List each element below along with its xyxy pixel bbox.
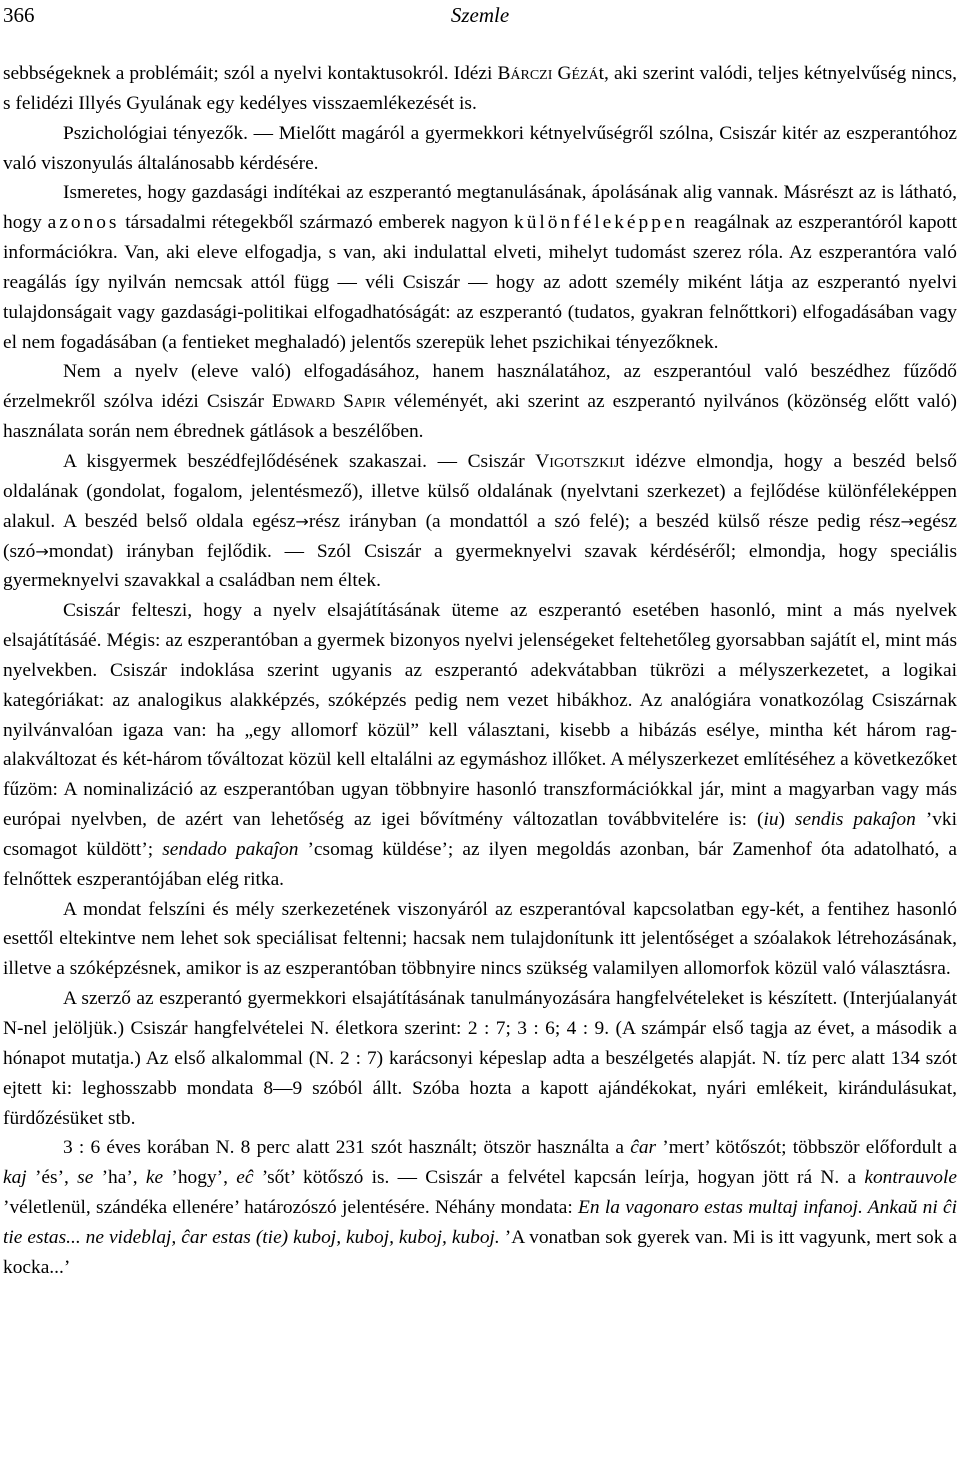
text-run: ): [778, 809, 795, 831]
running-title: Szemle: [450, 3, 510, 27]
paragraph-3: [3, 178, 957, 357]
text-run: társadalmi rétegekből származó emberek nagyon: [119, 212, 515, 234]
arrow-right-icon: →: [295, 511, 309, 531]
text-run: ’és’,: [26, 1167, 78, 1189]
text-run: rész irányban (a mondattól a szó felé); a beszéd külső része pedig rész: [308, 510, 901, 532]
text-run: ’véletlenül, szándéka ellenére’ határozószó jelentésére. Néhány mondata:: [3, 1197, 579, 1219]
italic-example: ĉar: [630, 1137, 657, 1159]
text-run: egész (szó: [3, 510, 958, 562]
spaced-emphasis: különféleképpen: [514, 212, 689, 234]
italic-example: se: [77, 1167, 94, 1189]
text-run: Ismeretes, hogy gazdasági indítékai az eszperantó megtanulásának, ápolásának alig vannak. Másrészt az is látható, hogy: [3, 182, 957, 234]
page-header: [3, 0, 957, 30]
text-run: ’vki csomagot küldött’;: [3, 809, 957, 860]
author-name: Edward Sapir: [271, 391, 386, 413]
italic-example: sendis pakaĵon: [794, 809, 916, 831]
text-run: véleményét, aki szerint az eszperantó nyilvános (közönség előtt való) használata során nem ébrednek gátlások a beszélőben.: [3, 391, 957, 443]
paragraph-9: [3, 1133, 957, 1282]
paragraph-2: Pszichológiai tényezők. — Mielőtt magáról a gyermekkori kétnyelvűségről szólna, Csiszár kitér az eszperantóhoz való viszonyulás általánosabb kérdésére.: [3, 122, 957, 174]
text-run: 3 : 6 éves korában N. 8 perc alatt 231 szót használt; ötször használta a: [63, 1137, 631, 1159]
arrow-right-icon: →: [900, 511, 914, 531]
paragraph-7: A mondat felszíni és mély szerkezetének viszonyáról az eszperantóval kapcsolatban egy-két, a fentihez hasonló esettől eltekintve nem lehet sok speciálisat feltenni; hacsak nem tulajdonítunk itt jelentőséget a szóalakok létrehozásának, illetve a szóképzésnek, amikor is az eszperantóban többnyire nincs szükség valamilyen allomorfok közül való választásra.: [3, 898, 957, 980]
text-run: t idézve elmondja, hogy a beszéd belső oldalának (gondolat, fogalom, jelentésmező), illetve külső oldalának (nyelvtani szerkezet) a fejlődése különféleképpen alakul. A beszéd belső oldala egész: [3, 450, 957, 532]
text-run: sebbségeknek a problémáit; szól a nyelvi kontaktusokról. Idézi: [3, 63, 498, 84]
text-run: Csiszár felteszi, hogy a nyelv elsajátításának üteme az eszperantó esetében hasonló, mint a más nyelvek elsajátításáé. Mégis: az eszperantóban a gyermek bizonyos nyelvi jelenségeket feltehetőleg gyorsabban sajátít el, mint más nyelvekben. Csiszár indoklása szerint ugyanis az eszperantó adekvátabban tükrözi a mélyszerkezetet, a logikai kategóriákat: az analogikus alakképzés, szóképzés pedig nem vezet hibákhoz. Az analógiára vonatkozólag Csiszárnak nyilvánvalóan igaza van: ha „egy allomorf közül” kell választani, kisebb a hibázás esélye, mintha két három rag-alakváltozat és két-három tőváltozat közül kell eltalálni az egymáshoz illőket. A mélyszerkezet említéséhez a következőket fűzöm: A nominalizáció az eszperantóban ugyan többnyire hasonló transzformációkkal jár, mint a magyarban vagy más európai nyelvben, de azért van lehetőség az igei bővítmény változatlan továbbvitelére is: (: [3, 600, 957, 831]
paragraph-1: [3, 59, 957, 119]
text-run: ’ha’,: [93, 1167, 146, 1189]
text-run: A kisgyermek beszédfejlődésének szakaszai. — Csiszár: [63, 450, 536, 472]
text-run: ’A vonatban sok gyerek van. Mi is itt vagyunk, mert sok a kocka...’: [3, 1226, 957, 1278]
text-run: mondat) irányban fejlődik. — Szól Csiszár a gyermeknyelvi szavak kérdéséről; elmondja, hogy speciális gyermeknyelvi szavakkal a családban nem éltek.: [3, 540, 957, 592]
italic-example: eĉ: [236, 1167, 254, 1189]
text-run: ’csomag küldése’; az ilyen megoldás azonban, bár Zamenhof óta adatolható, a felnőttek eszperantójában elég ritka.: [3, 838, 957, 890]
paragraph-4: [3, 357, 957, 447]
spaced-emphasis: azonos: [47, 212, 120, 234]
italic-example: ke: [145, 1167, 164, 1189]
author-name: Bárczi Gézá: [497, 63, 599, 84]
italic-example: kaj: [3, 1167, 27, 1189]
author-name: Vigotszkij: [535, 450, 620, 472]
body-text: [3, 59, 957, 1283]
paragraph-6: [3, 596, 957, 894]
italic-example: kontrauvole: [864, 1167, 957, 1189]
text-run: ’sőt’ kötőszó is. — Csiszár a felvétel kapcsán leírja, hogyan jött rá N. a: [253, 1167, 865, 1189]
text-run: ’hogy’,: [163, 1167, 237, 1189]
paragraph-5: [3, 447, 957, 596]
text-run: ’mert’ kötőszót; többször előfordult a: [656, 1137, 957, 1159]
text-run: t, aki szerint valódi, teljes kétnyelvűség nincs, s felidézi Illyés Gyulának egy kedélyes visszaemlékezését is.: [3, 63, 957, 114]
italic-example: iu: [763, 809, 779, 831]
page-number: 366: [3, 3, 35, 27]
text-run: reagálnak az eszperantóról kapott információkra. Van, aki eleve elfogadja, s van, aki indulattal elveti, mihelyt tudomást szerez róla. Az eszperantóra való reagálás így nyilván nemcsak attól függ — véli Csiszár — hogy az adott személy miként látja az eszperantó nyelvi tulajdonságait vagy gazdasági-politikai elfogadhatóságát: az eszperantó (tudatos, gyakran felnőttkori) elfogadásában vagy el nem fogadásában (a fentieket meghaladó) jelentős szerepük lehet pszichikai tényezőknek.: [3, 212, 957, 353]
arrow-right-icon: →: [35, 541, 49, 561]
paragraph-8: A szerző az eszperantó gyermekkori elsajátításának tanulmányozására hangfelvételeket is készített. (Interjúalanyát N-nel jelöljük.) Csiszár hangfelvételei N. életkora szerint: 2 : 7; 3 : 6; 4 : 9. (A számpár első tagja az évet, a második a hónapot mutatja.) Az első alkalommal (N. 2 : 7) karácsonyi képeslap adta a beszélgetés alapját. N. tíz perc alatt 134 szót ejtett ki: leghosszabb mondata 8—9 szóból állt. Szóba hozta a kapott ajándékokat, nyári emlékeit, kirándulásukat, fürdőzésüket stb.: [3, 988, 957, 1129]
text-run: Nem a nyelv (eleve való) elfogadásához, hanem használatához, az eszperantóul való beszédhez fűződő érzelmekről szólva idézi Csiszár: [3, 361, 957, 413]
italic-example: sendado pakaĵon: [162, 838, 299, 860]
italic-example: En la vagonaro estas multaj infanoj. Ankaŭ ni ĉi tie estas... ne videblaj, ĉar estas (tie) kuboj, kuboj, kuboj, kuboj.: [3, 1197, 958, 1248]
